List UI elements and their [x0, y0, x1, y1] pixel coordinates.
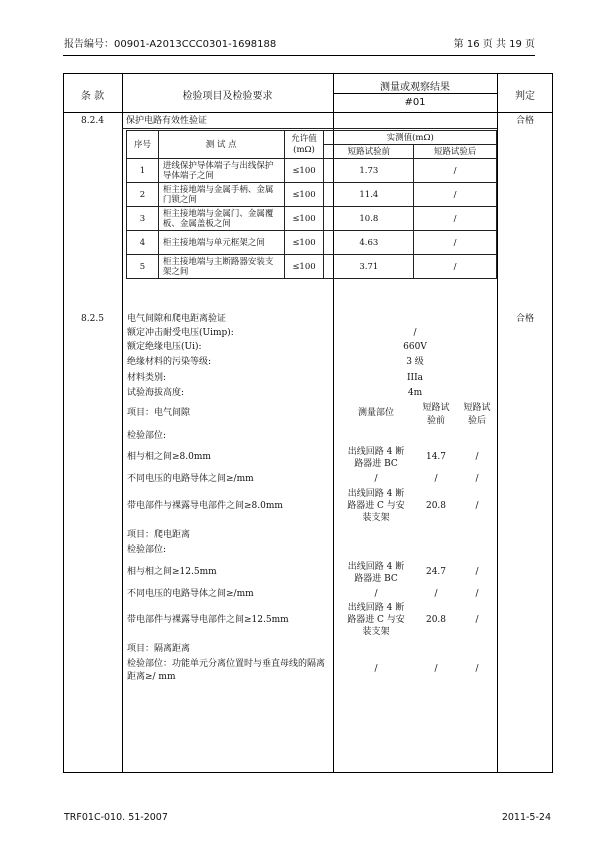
clearance-row-label: 带电部件与裸露导电部件之间≥8.0mm [127, 501, 283, 511]
row-no: 5 [127, 255, 159, 279]
creepage-row-part: 出线回路 4 断 路器进 BC [347, 562, 405, 584]
clause-8-2-5: 8.2.5 [81, 314, 104, 324]
clearance-row-after: / [475, 474, 479, 484]
creepage-row-before: / [434, 589, 438, 599]
row-point: 柜主接地端与金属手柄、金属门锁之间 [158, 183, 284, 207]
row-point: 柜主接地端与主断路器安装支架之间 [158, 255, 284, 279]
clearance-row-after: / [475, 501, 479, 511]
after-col-header-2: 短路试 验后 [463, 403, 491, 426]
row-after: / [414, 231, 497, 255]
creepage-row-after: / [475, 589, 479, 599]
creepage-row-before: 24.7 [425, 567, 447, 577]
creepage-item-label: 项目：爬电距离 [127, 530, 191, 540]
row-before: 11.4 [324, 183, 414, 207]
form-number: TRF01C-010. 51-2007 [64, 812, 168, 823]
col-divider-clause [122, 73, 123, 773]
clearance-row-before: / [434, 474, 438, 484]
part-col-header: 测量部位 [357, 408, 394, 418]
result-header: 测量或观察结果 [380, 82, 450, 93]
param-value: 4m [407, 388, 423, 398]
param-value: 660V [403, 342, 427, 352]
row-point: 柜主接地端与单元框架之间 [158, 231, 284, 255]
clearance-row-label: 相与相之间≥8.0mm [127, 452, 211, 462]
verdict-8-2-5: 合格 [515, 314, 534, 324]
creepage-row-label: 带电部件与裸露导电部件之间≥12.5mm [127, 615, 289, 625]
measured-col-header: 实测值(mΩ) [324, 131, 497, 145]
isolation-item-label: 项目：隔离距离 [127, 644, 191, 654]
creepage-row-part: 出线回路 4 断 路器进 C 与安 装支架 [347, 603, 405, 637]
table-row [127, 183, 497, 207]
isolation-before: / [434, 664, 438, 674]
clearance-row-before: 20.8 [425, 501, 447, 511]
result-sub-divider [333, 93, 497, 94]
before-col-header: 短路试验前 [324, 145, 414, 159]
clearance-row-before: 14.7 [425, 452, 447, 462]
row-point: 柜主接地端与金属门、金属覆板、金属盖板之间 [158, 207, 284, 231]
param-value: IIIa [406, 373, 424, 383]
param-value: / [413, 328, 417, 338]
creepage-row-label: 相与相之间≥12.5mm [127, 567, 217, 577]
param-label: 额定绝缘电压(Ui): [127, 342, 202, 352]
table-row [127, 255, 497, 279]
table-row [127, 159, 497, 183]
row-before: 10.8 [324, 207, 414, 231]
param-label: 额定冲击耐受电压(Uimp): [127, 328, 234, 338]
creepage-row-before: 20.8 [425, 615, 447, 625]
allow-col-header: 允许值 (mΩ) [284, 131, 324, 159]
clearance-row-part: / [374, 474, 378, 484]
sample-header: #01 [404, 97, 426, 108]
row-allow: ≤100 [284, 231, 324, 255]
row-after: / [414, 207, 497, 231]
clearance-row-part: 出线回路 4 断 路器进 C 与安 装支架 [347, 489, 405, 523]
clearance-row-label: 不同电压的电路导体之间≥/mm [127, 474, 254, 484]
row-before: 4.63 [324, 231, 414, 255]
point-col-header: 测 试 点 [158, 131, 284, 159]
row-allow: ≤100 [284, 207, 324, 231]
param-label: 试验海拔高度: [127, 388, 185, 398]
row-after: / [414, 255, 497, 279]
row-before: 1.73 [324, 159, 414, 183]
isolation-inspect-text: 检验部位：功能单元分离位置时与垂直母线的隔离距离≥/ mm [127, 659, 326, 682]
row-no: 3 [127, 207, 159, 231]
isolation-after: / [475, 664, 479, 674]
row-point: 进线保护导体端子与出线保护导体端子之间 [158, 159, 284, 183]
report-date: 2011-5-24 [501, 812, 551, 823]
verdict-header: 判定 [515, 91, 535, 102]
sec1-title-rule [122, 128, 497, 129]
clause-8-2-4: 8.2.4 [81, 116, 104, 126]
row-before: 3.71 [324, 255, 414, 279]
row-no: 4 [127, 231, 159, 255]
after-col-header: 短路试验后 [414, 145, 497, 159]
clearance-row-after: / [475, 452, 479, 462]
creepage-row-part: / [374, 589, 378, 599]
row-allow: ≤100 [284, 159, 324, 183]
inspect-location-label: 检验部位: [127, 431, 167, 441]
row-allow: ≤100 [284, 255, 324, 279]
row-no: 2 [127, 183, 159, 207]
report-number: 报告编号：00901-A2013CCC0301-1698188 [64, 39, 277, 50]
clearance-item-label: 项目：电气间隙 [127, 408, 191, 418]
clause-header: 条 款 [80, 91, 105, 102]
creepage-row-label: 不同电压的电路导体之间≥/mm [127, 589, 254, 599]
clearance-row-part: 出线回路 4 断 路器进 BC [347, 447, 405, 469]
creepage-row-after: / [475, 615, 479, 625]
col-divider-result [497, 73, 498, 773]
continuity-table [126, 130, 497, 279]
protective-circuit-title: 保护电路有效性验证 [126, 116, 208, 126]
header-rule [63, 55, 535, 56]
no-col-header: 序号 [127, 131, 159, 159]
row-allow: ≤100 [284, 183, 324, 207]
row-after: / [414, 159, 497, 183]
header-bottom-rule [63, 112, 553, 113]
param-value: 3 级 [406, 357, 424, 367]
page-info: 第 16 页 共 19 页 [453, 39, 535, 50]
creepage-row-after: / [475, 567, 479, 577]
clearance-creepage-title: 电气间隙和爬电距离验证 [127, 314, 227, 324]
param-label: 绝缘材料的污染等级: [127, 357, 212, 367]
row-after: / [414, 183, 497, 207]
row-no: 1 [127, 159, 159, 183]
verdict-8-2-4: 合格 [515, 116, 534, 126]
item-header: 检验项目及检验要求 [182, 91, 273, 102]
inspect-location-label-2: 检验部位: [127, 545, 167, 555]
before-col-header-2: 短路试 验前 [422, 403, 450, 426]
table-row [127, 207, 497, 231]
param-label: 材料类别: [127, 373, 167, 383]
table-row [127, 231, 497, 255]
isolation-part: / [374, 664, 378, 674]
